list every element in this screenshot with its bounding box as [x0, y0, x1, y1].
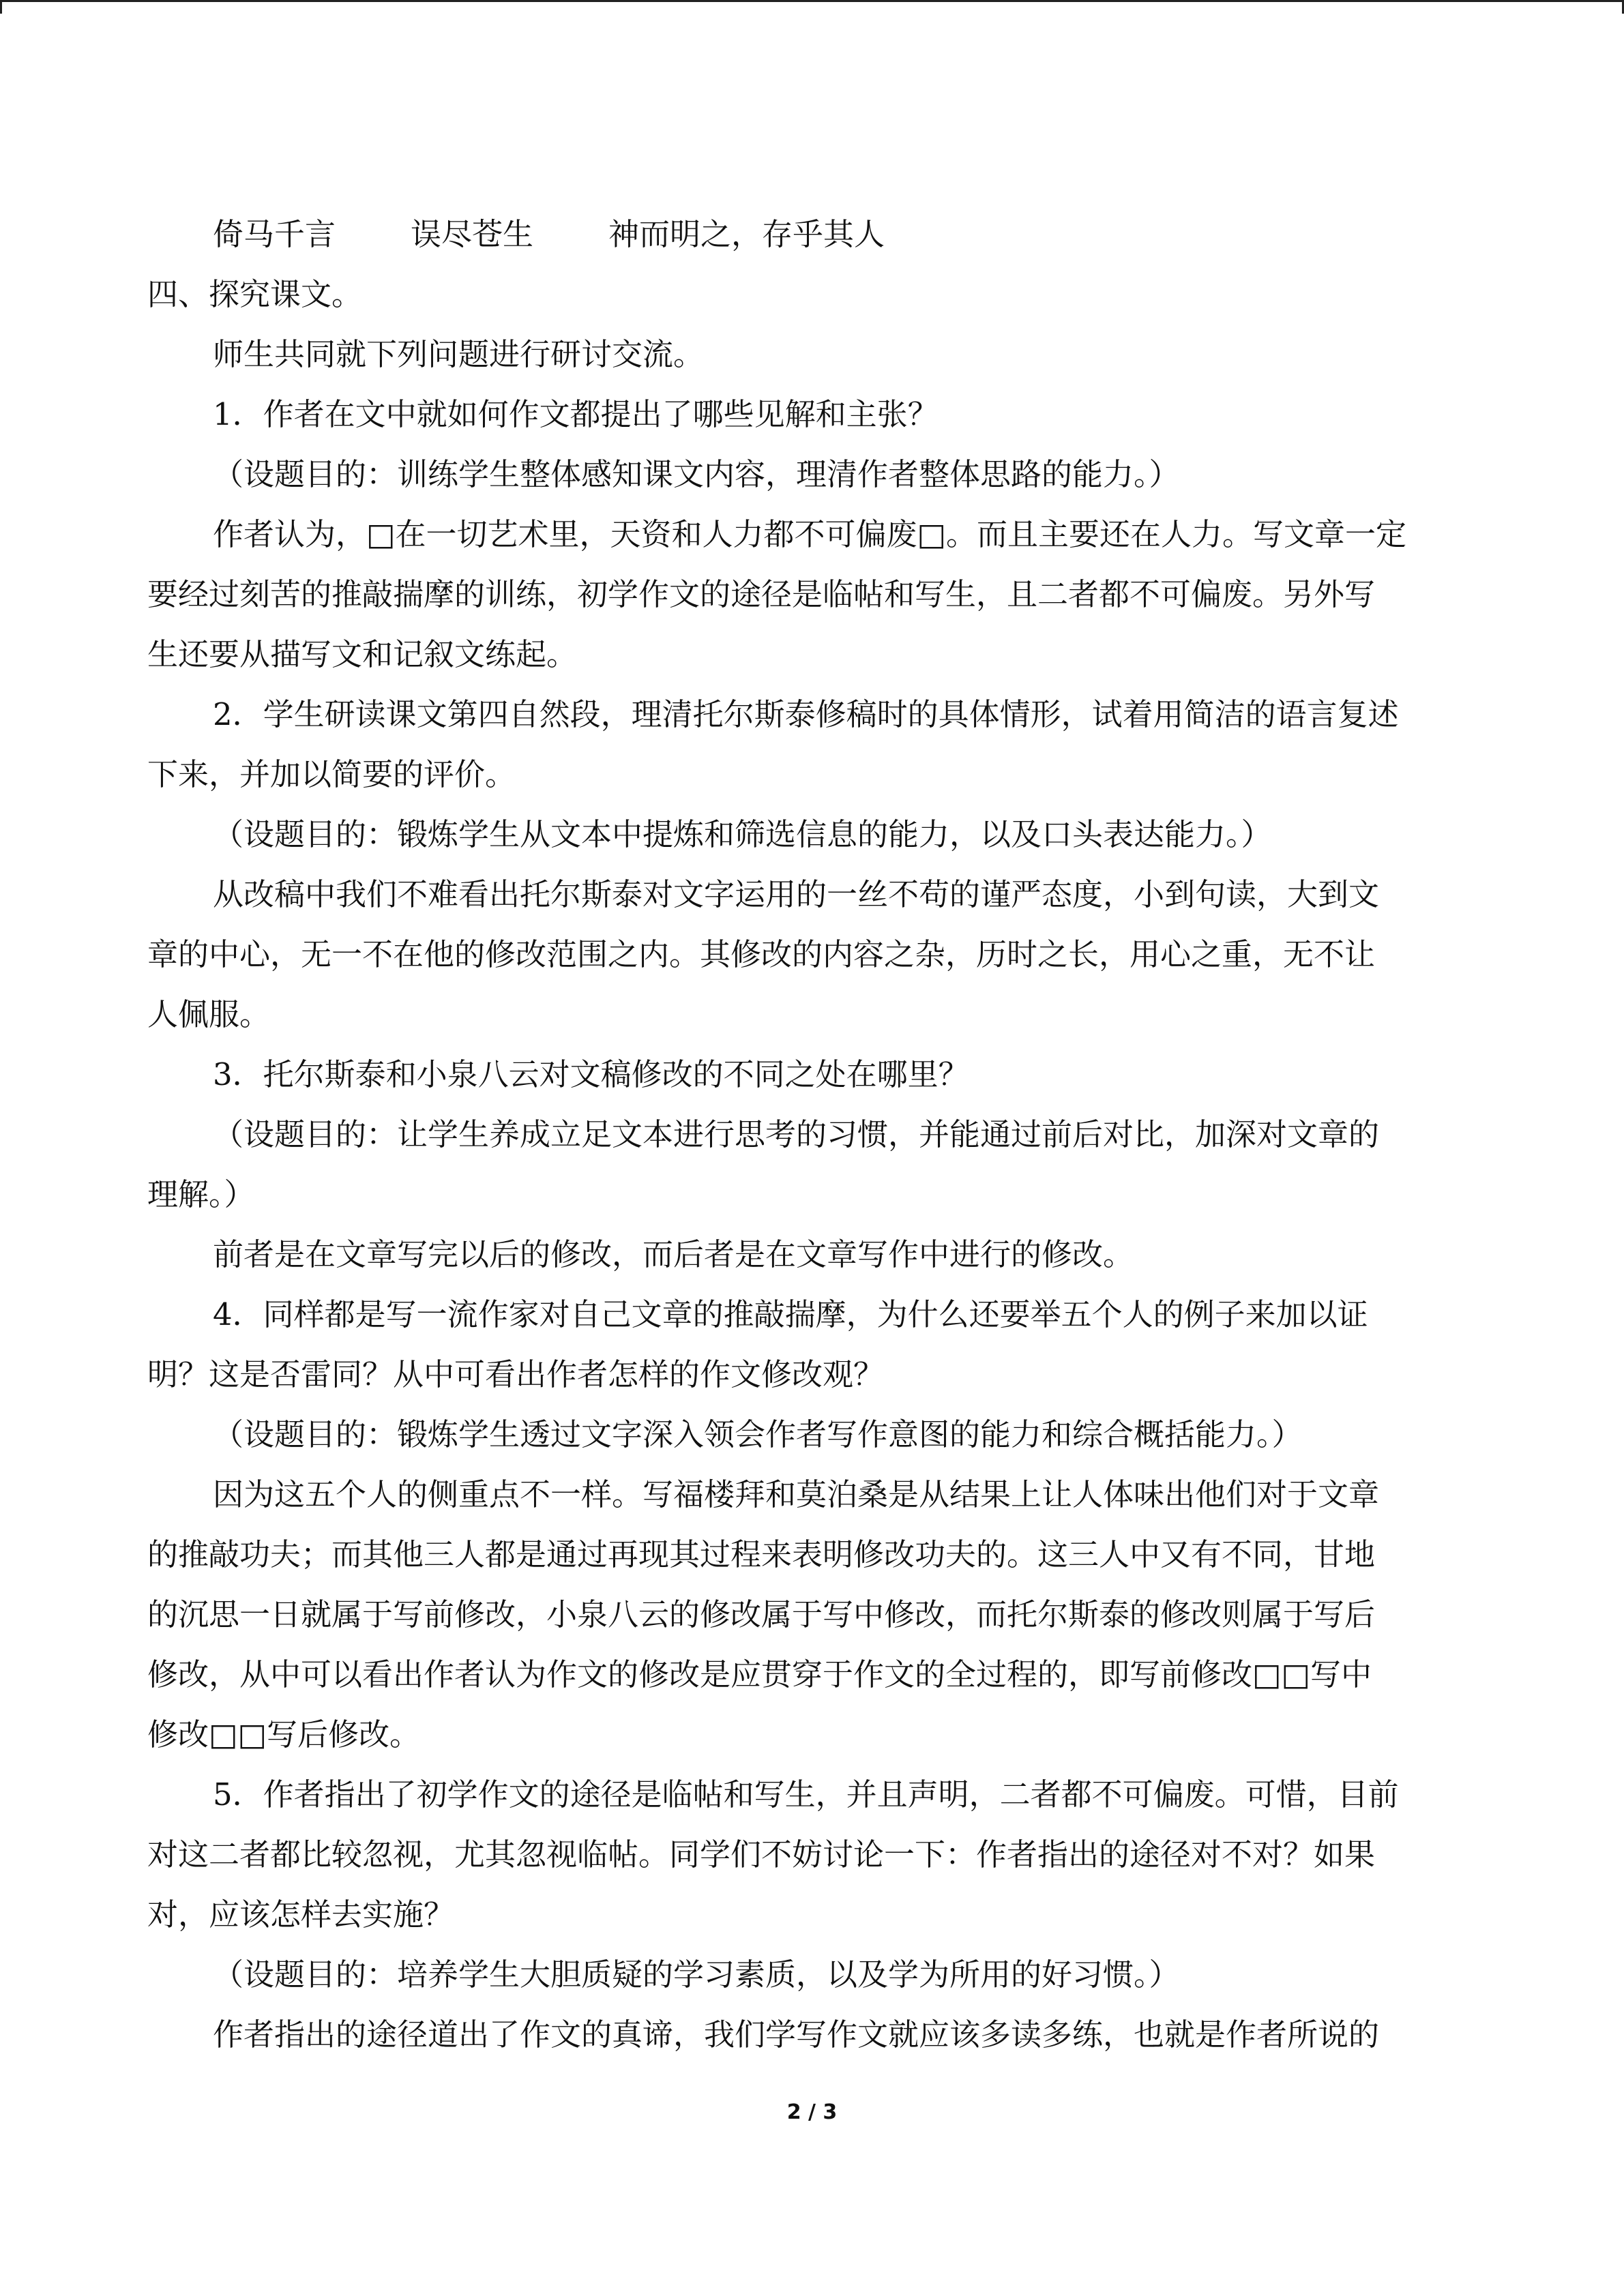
answer-4-line: 修改□□写后修改。 [147, 1716, 421, 1753]
question-3: 3．托尔斯泰和小泉八云对文稿修改的不同之处在哪里？ [213, 1056, 969, 1092]
answer-2-line: 从改稿中我们不难看出托尔斯泰对文字运用的一丝不苟的谨严态度，小到句读，大到文 [213, 876, 1380, 912]
idiom-2: 误尽苍生 [411, 216, 534, 252]
paragraph-line: 师生共同就下列问题进行研讨交流。 [213, 336, 705, 372]
answer-4-line: 修改，从中可以看出作者认为作文的修改是应贯穿于作文的全过程的，即写前修改□□写中 [147, 1656, 1372, 1693]
answer-4-line: 的推敲功夫；而其他三人都是通过再现其过程来表明修改功夫的。这三人中又有不同，甘地 [147, 1536, 1376, 1572]
answer-4-line: 的沉思一日就属于写前修改，小泉八云的修改属于写中修改，而托尔斯泰的修改则属于写后 [147, 1596, 1376, 1632]
answer-1-line: 作者认为，□在一切艺术里，天资和人力都不可偏废□。而且主要还在人力。写文章一定 [213, 516, 1407, 552]
answer-5-line: 作者指出的途径道出了作文的真谛，我们学写作文就应该多读多练，也就是作者所说的 [213, 2016, 1380, 2053]
question-5-purpose: （设题目的：培养学生大胆质疑的学习素质，以及学为所用的好习惯。） [213, 1956, 1180, 1993]
section-heading: 四、探究课文。 [147, 276, 363, 312]
question-4: 4．同样都是写一流作家对自己文章的推敲揣摩，为什么还要举五个人的例子来加以证 [213, 1296, 1368, 1332]
answer-1-line: 要经过刻苦的推敲揣摩的训练，初学作文的途径是临帖和写生，且二者都不可偏废。另外写 [147, 576, 1376, 612]
idiom-3: 神而明之，存乎其人 [608, 216, 885, 252]
question-5-cont: 对，应该怎样去实施？ [147, 1896, 455, 1933]
page-number: 2 / 3 [786, 2100, 838, 2124]
question-4-purpose: （设题目的：锻炼学生透过文字深入领会作者写作意图的能力和综合概括能力。） [213, 1416, 1303, 1452]
question-2-purpose: （设题目的：锻炼学生从文本中提炼和筛选信息的能力，以及口头表达能力。） [213, 816, 1272, 852]
answer-4-line: 因为这五个人的侧重点不一样。写福楼拜和莫泊桑是从结果上让人体味出他们对于文章 [213, 1476, 1380, 1512]
question-1-purpose: （设题目的：训练学生整体感知课文内容，理清作者整体思路的能力。） [213, 456, 1180, 492]
page-top-border [0, 0, 1624, 2]
question-2-cont: 下来，并加以简要的评价。 [147, 756, 516, 792]
question-1: 1．作者在文中就如何作文都提出了哪些见解和主张？ [213, 396, 939, 432]
question-2: 2．学生研读课文第四自然段，理清托尔斯泰修稿时的具体情形，试着用简洁的语言复述 [213, 696, 1399, 732]
idiom-row [147, 205, 1477, 265]
answer-1-line: 生还要从描写文和记叙文练起。 [147, 636, 578, 672]
page-corner-left [0, 0, 2, 14]
question-5: 5．作者指出了初学作文的途径是临帖和写生，并且声明，二者都不可偏废。可惜，目前 [213, 1776, 1399, 1813]
question-3-purpose-cont: 理解。） [147, 1176, 255, 1212]
answer-2-line: 章的中心，无一不在他的修改范围之内。其修改的内容之杂，历时之长，用心之重，无不让 [147, 936, 1376, 972]
question-4-cont: 明？这是否雷同？从中可看出作者怎样的作文修改观？ [147, 1356, 885, 1392]
question-5-cont: 对这二者都比较忽视，尤其忽视临帖。同学们不妨讨论一下：作者指出的途径对不对？如果 [147, 1836, 1376, 1873]
document-body [147, 205, 1477, 2065]
question-3-purpose: （设题目的：让学生养成立足文本进行思考的习惯，并能通过前后对比，加深对文章的 [213, 1116, 1380, 1152]
answer-3-line: 前者是在文章写完以后的修改，而后者是在文章写作中进行的修改。 [213, 1236, 1134, 1272]
answer-2-line: 人佩服。 [147, 996, 271, 1032]
idiom-1: 倚马千言 [213, 216, 336, 252]
